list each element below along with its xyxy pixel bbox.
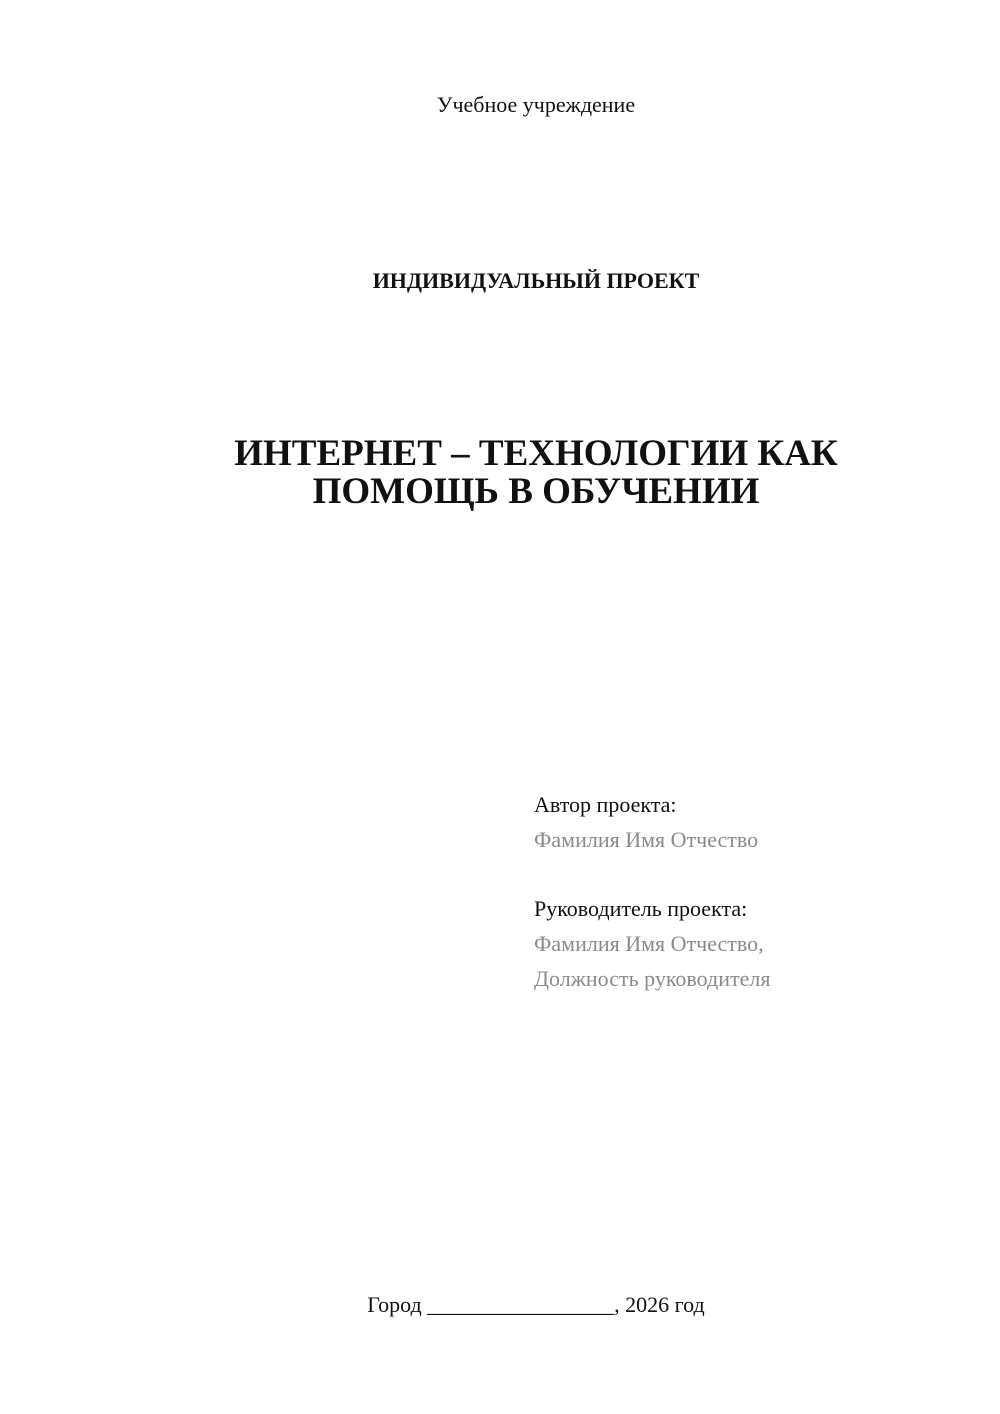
credits-spacer (534, 857, 974, 891)
project-title-line-1: ИНТЕРНЕТ – ТЕХНОЛОГИИ КАК (234, 433, 838, 474)
project-title-line-2: ПОМОЩЬ В ОБУЧЕНИИ (312, 471, 760, 512)
supervisor-label: Руководитель проекта: (534, 896, 748, 921)
supervisor-name: Фамилия Имя Отчество, (534, 931, 764, 956)
author-name: Фамилия Имя Отчество (534, 827, 759, 852)
author-label: Автор проекта: (534, 792, 677, 817)
supervisor-position: Должность руководителя (534, 966, 771, 991)
institution-name: Учебное учреждение (436, 92, 636, 117)
project-credits (534, 787, 974, 996)
document-type: ИНДИВИДУАЛЬНЫЙ ПРОЕКТ (372, 268, 700, 293)
project-title (0, 435, 1000, 511)
city-year-line: Город _________________, 2026 год (367, 1292, 705, 1317)
